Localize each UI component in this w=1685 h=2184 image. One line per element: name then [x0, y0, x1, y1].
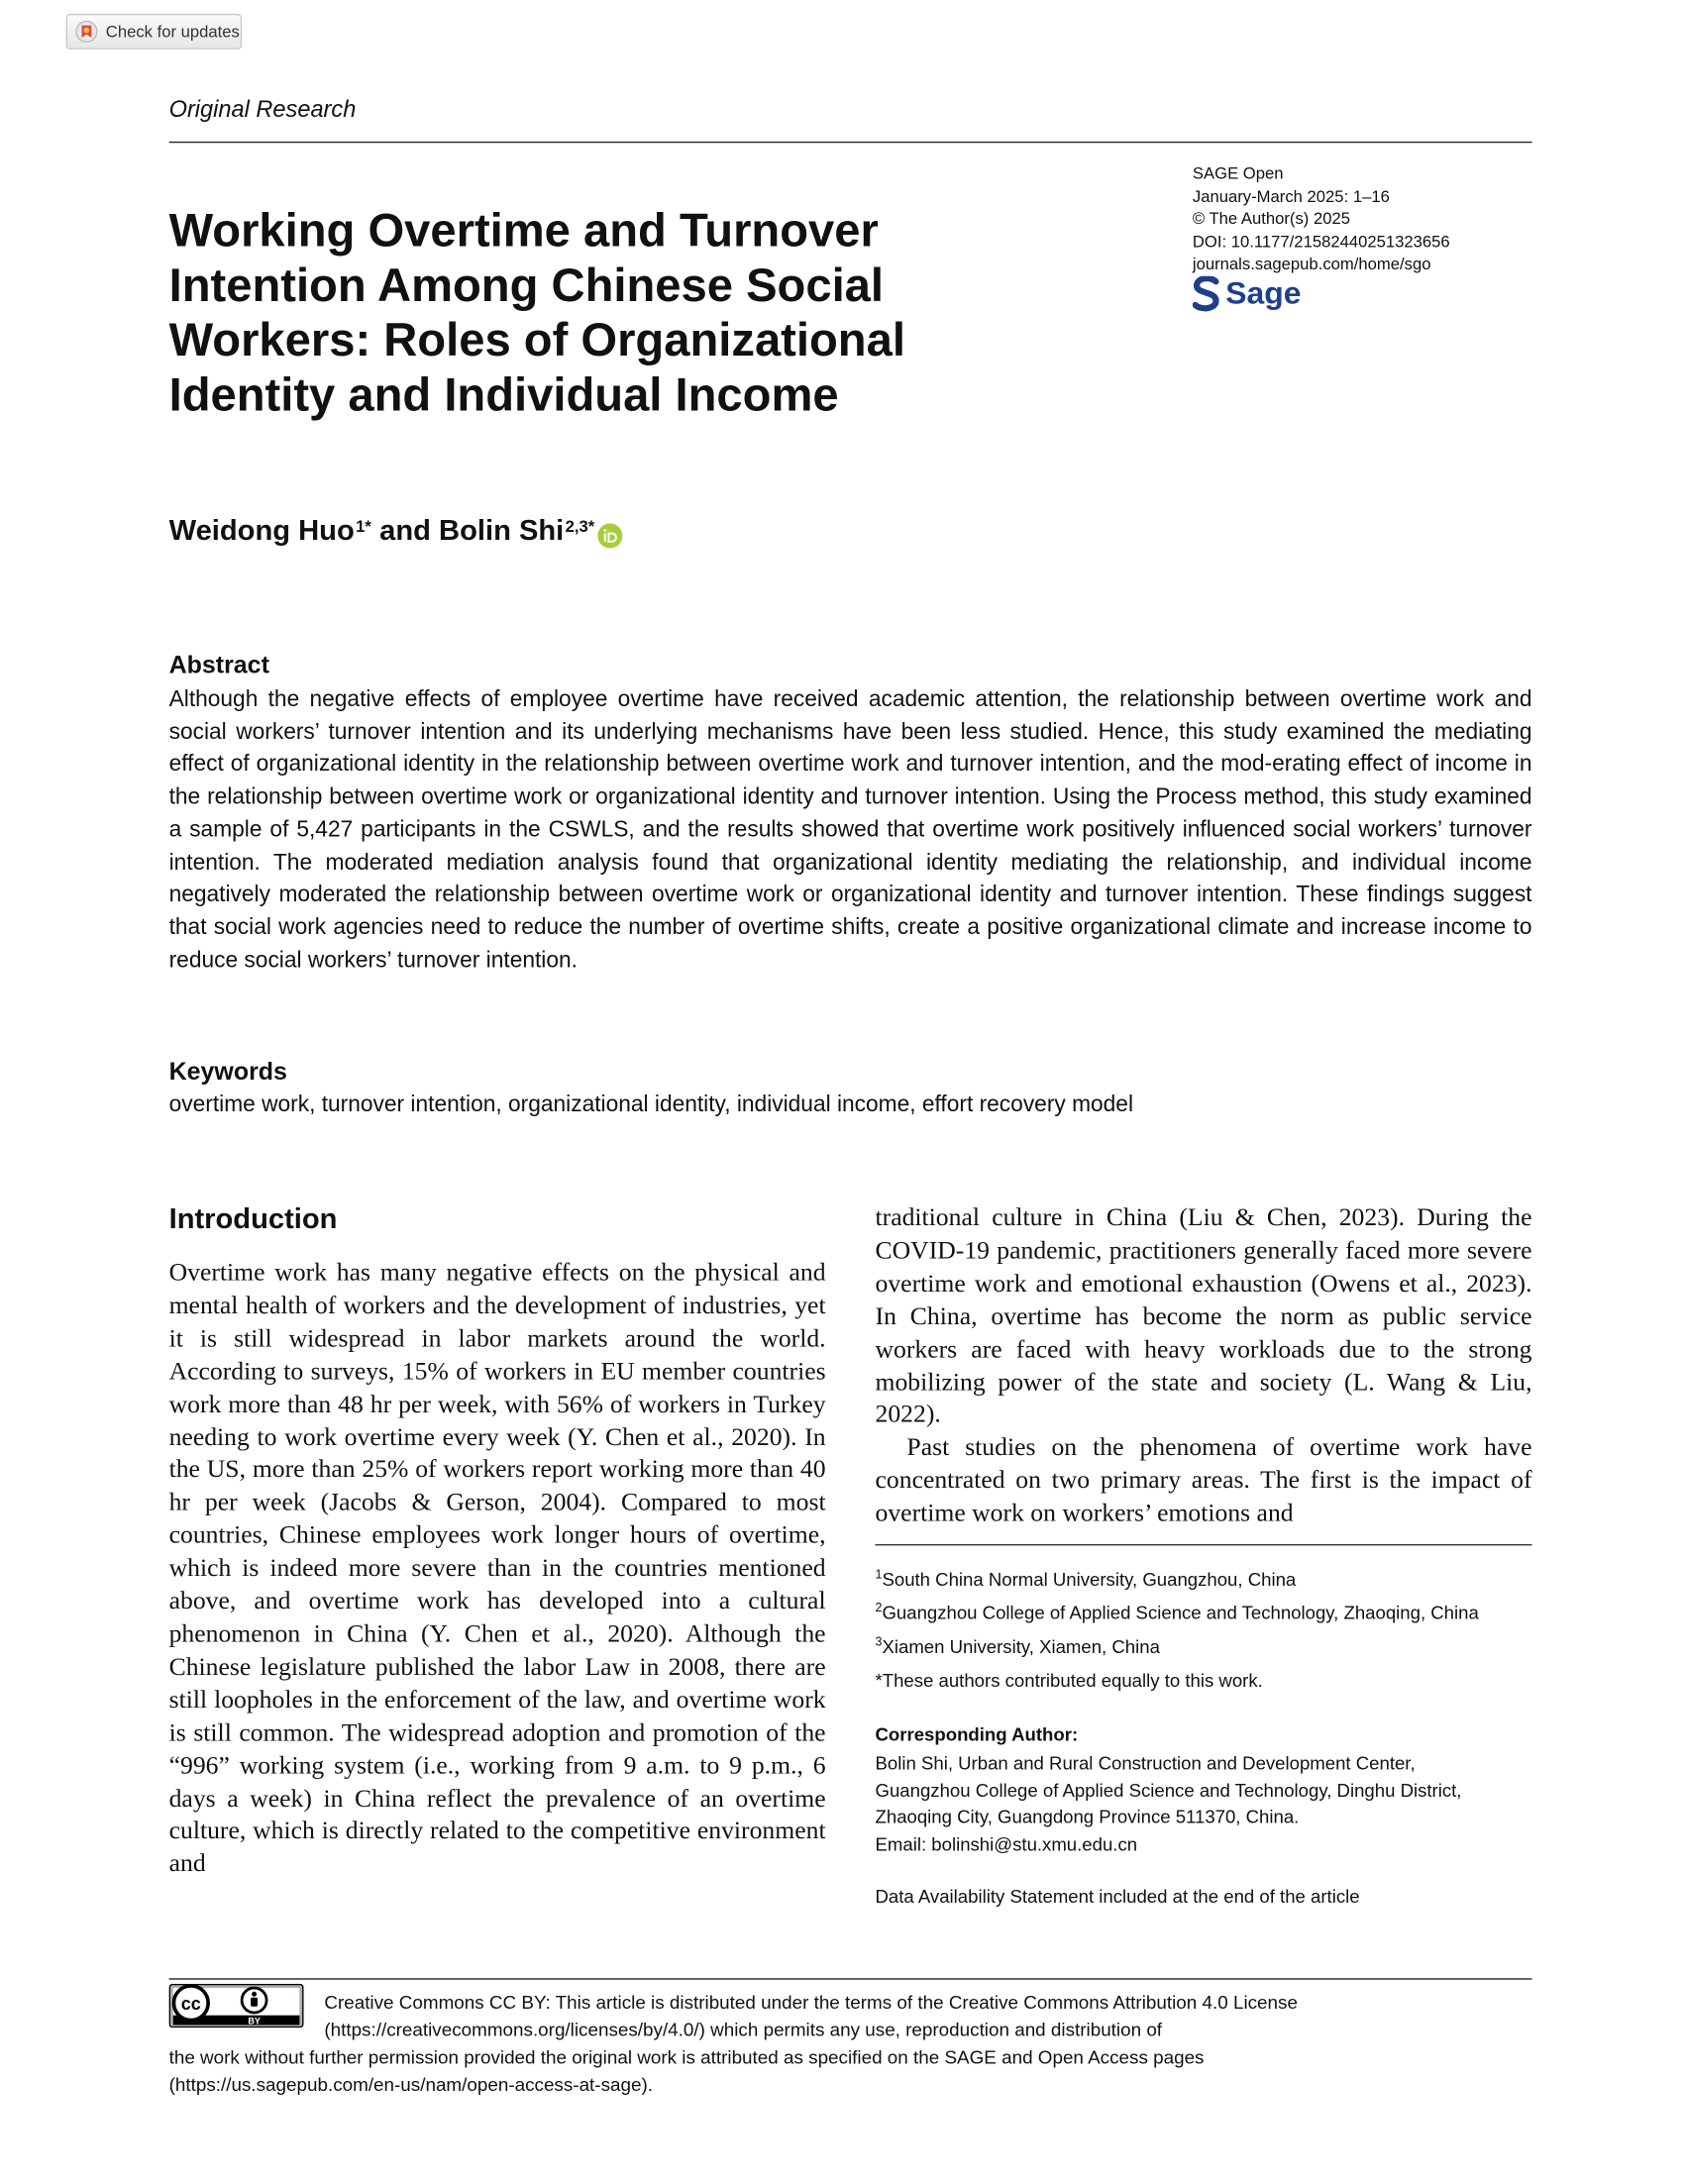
- corresponding-author-heading: Corresponding Author:: [875, 1723, 1079, 1745]
- header-rule: [169, 142, 1532, 143]
- cc-by-license-badge[interactable]: [169, 1984, 304, 2028]
- copyright-line: © The Author(s) 2025: [1192, 208, 1350, 229]
- abstract-text: Although the negative effects of employee overtime have received academic attention, the relationship between overtime work and social workers’ turnover intention and its underlying mechanisms have been less studied. Hence, this study examined the mediating effect of organizational identity in the relationship between overtime work and turnover intention, and the mod-erating effect of income in the relationship between overtime work or organizational identity and turnover intention. Using the Process method, this study examined a sample of 5,427 participants in the CSWLS, and the results showed that overtime work positively influenced social workers’ turnover intention. The moderated mediation analysis found that organizational identity mediating the relationship, and individual income negatively moderated the relationship between overtime work or organizational identity and turnover intention. These findings suggest that social work agencies need to reduce the number of overtime shifts, create a positive organizational climate and increase income to reduce social workers’ turnover intention.: [168, 686, 1532, 973]
- abstract-heading: Abstract: [168, 651, 269, 679]
- open-access-url[interactable]: (https://us.sagepub.com/en-us/nam/open-access-at-sage).: [168, 2074, 653, 2096]
- introduction-heading: Introduction: [168, 1203, 338, 1235]
- author-line: [169, 515, 622, 548]
- affiliation-1: $^1$South China Normal University, Guangzhou, China: [875, 1567, 1297, 1591]
- journal-info: [1193, 162, 1450, 275]
- affiliation-2: $^2$Guangzhou College of Applied Science and Technology, Zhaoqing, China: [875, 1601, 1479, 1624]
- footnote-rule: [876, 1544, 1532, 1545]
- cc-icon: [173, 1986, 208, 2021]
- corresponding-author-line: Zhaoqing City, Guangdong Province 511370, China.: [875, 1807, 1300, 1827]
- license-text-line: Creative Commons CC BY: This article is distributed under the terms of the Creative Commons Attribution 4.0 License: [324, 1992, 1298, 2013]
- license-text-line: the work without further permission provided the original work is attributed as specified on the SAGE and Open Access pages: [168, 2046, 1205, 2068]
- corresponding-author-details: [876, 1750, 1462, 1858]
- data-availability-note: Data Availability Statement included at the end of the article: [875, 1886, 1360, 1908]
- journal-name: SAGE Open: [1192, 163, 1284, 183]
- license-rule: [169, 1978, 1532, 1979]
- author-2-name: and Bolin Shi: [379, 515, 565, 548]
- check-for-updates-label: Check for updates: [105, 22, 240, 42]
- journal-issue: January-March 2025: 1–16: [1192, 185, 1390, 206]
- svg-text:cc: cc: [180, 1994, 201, 2015]
- section-label: Original Research: [168, 96, 357, 123]
- affiliation-3: $^3$Xiamen University, Xiamen, China: [875, 1634, 1160, 1658]
- check-updates-icon: [75, 21, 97, 43]
- orcid-icon[interactable]: [597, 523, 622, 548]
- doi-line[interactable]: DOI: 10.1177/21582440251323656: [1192, 231, 1450, 252]
- license-url-line[interactable]: (https://creativecommons.org/licenses/by/4.0/) which permits any use, reproduction and distribution of: [324, 2019, 1163, 2040]
- keywords-heading: Keywords: [168, 1057, 287, 1086]
- affiliations: [876, 1561, 1479, 1662]
- sage-s-icon: [1193, 275, 1220, 311]
- author-1-affiliation-marker: 1*: [356, 516, 371, 536]
- keywords-list: overtime work, turnover intention, organizational identity, individual income, effort recovery model: [168, 1092, 1134, 1117]
- check-for-updates-button[interactable]: [66, 14, 243, 50]
- corresponding-author-email[interactable]: Email: bolinshi@stu.xmu.edu.cn: [875, 1833, 1138, 1855]
- cc-by-label: BY: [248, 2016, 261, 2027]
- introduction-paragraph-2: Past studies on the phenomena of overtime work have concentrated on two primary areas. The first is the impact of overtime work on workers’ emotions and: [875, 1434, 1532, 1528]
- article-title: Working Overtime and Turnover Intention Among Chinese Social Workers: Roles of Organizational Identity and Individual Income: [168, 204, 905, 422]
- author-2-affiliation-marker: 2,3*: [565, 516, 595, 536]
- person-icon: [242, 1988, 266, 2013]
- introduction-paragraph-1: Overtime work has many negative effects on the physical and mental health of workers and the development of industries, yet it is still widespread in labor markets around the world. According to surveys, 15% of workers in EU member countries work more than 48 hr per week, with 56% of workers in Turkey needing to work overtime every week (Y. Chen et al., 2020). In the US, more than 25% of workers report working more than 40 hr per week (Jacobs & Gerson, 2004). Compared to most countries, Chinese employees work longer hours of overtime, which is indeed more severe than in the countries mentioned above, and overtime work has developed into a cultural phenomenon in China (Y. Chen et al., 2020). Although the Chinese legislature published the labor Law in 2008, there are still loopholes in the enforcement of the law, and overtime work is still common. The widespread adoption and promotion of the “996” working system (i.e., working from 9 a.m. to 9 p.m., 6 days a week) in China reflect the prevalence of an overtime culture, which is directly related to the competitive environment and: [168, 1259, 826, 1879]
- corresponding-author-line: Guangzhou College of Applied Science and Technology, Dinghu District,: [875, 1779, 1462, 1801]
- sage-wordmark: Sage: [1225, 274, 1302, 311]
- sage-logo: [1193, 274, 1302, 311]
- corresponding-author-line: Bolin Shi, Urban and Rural Construction and Development Center,: [875, 1752, 1416, 1774]
- journal-url[interactable]: journals.sagepub.com/home/sgo: [1192, 254, 1431, 274]
- equal-contribution-note: *These authors contributed equally to this work.: [875, 1670, 1263, 1692]
- author-1-name: Weidong Huo: [168, 515, 355, 548]
- introduction-paragraph-1-continued: traditional culture in China (Liu & Chen, 2023). During the COVID-19 pandemic, practitioners generally faced more severe overtime work and emotional exhaustion (Owens et al., 2023). In China, overtime has become the norm as public service workers are faced with heavy workloads due to the strong mobilizing power of the state and society (L. Wang & Liu, 2022).: [875, 1204, 1532, 1430]
